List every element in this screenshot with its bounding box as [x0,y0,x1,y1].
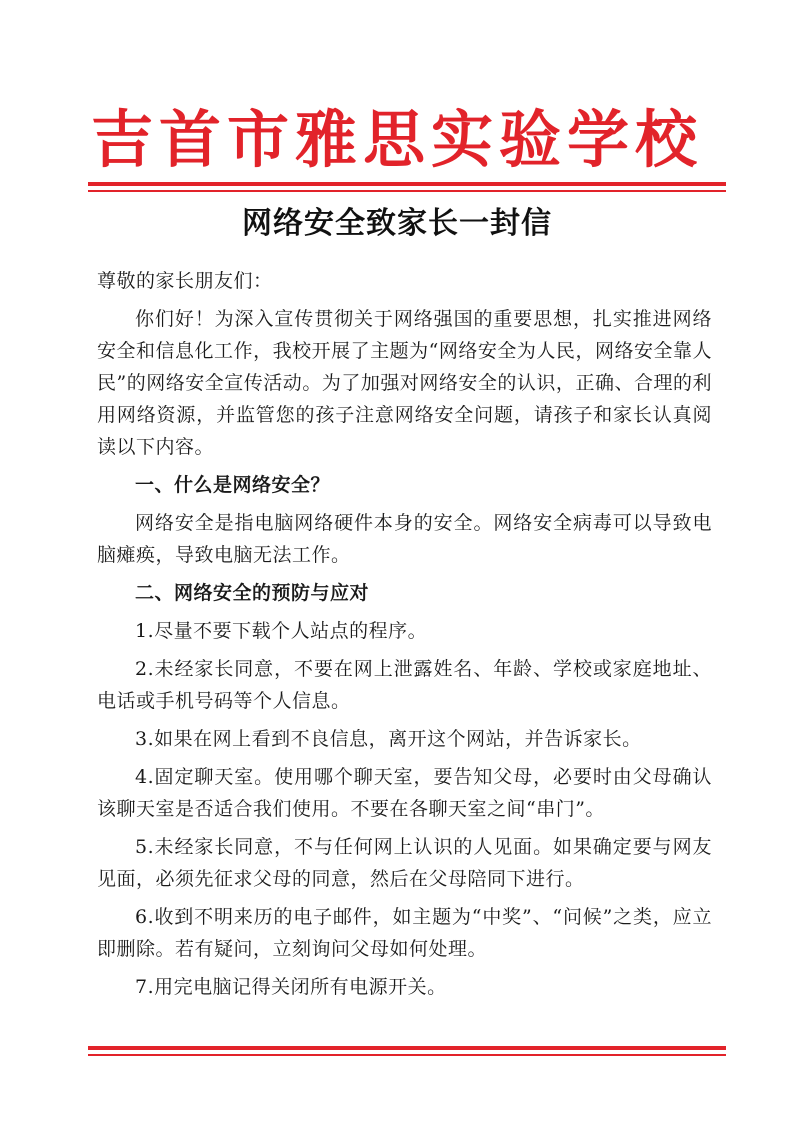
section-1-body: 网络安全是指电脑网络硬件本身的安全。网络安全病毒可以导致电脑瘫痪，导致电脑无法工作。 [97,512,712,566]
document-title: 网络安全致家长一封信 [242,206,552,241]
header-divider-thin [88,190,726,192]
list-item-6: 6.收到不明来历的电子邮件，如主题为“中奖”、“问候”之类，应立即删除。若有疑问，立刻询问父母如何处理。 [97,906,712,960]
letter-body [97,265,712,1009]
section-2-heading: 二、网络安全的预防与应对 [135,582,370,604]
list-item-4: 4.固定聊天室。使用哪个聊天室，要告知父母，必要时由父母确认该聊天室是否适合我们使用。不要在各聊天室之间“串门”。 [97,766,712,820]
list-item-1: 1.尽量不要下载个人站点的程序。 [135,620,428,642]
intro-paragraph: 你们好！为深入宣传贯彻关于网络强国的重要思想，扎实推进网络安全和信息化工作，我校开展了主题为“网络安全为人民，网络安全靠人民”的网络安全宣传活动。为了加强对网络安全的认识，正确、合理的利用网络资源，并监管您的孩子注意网络安全问题，请孩子和家长认真阅读以下内容。 [97,308,712,458]
footer-divider-thick [88,1046,726,1050]
header-divider-thick [88,182,726,186]
section-1-heading: 一、什么是网络安全？ [135,474,331,496]
school-name-header: 吉首市雅思实验学校 [90,103,703,176]
footer-divider-thin [88,1054,726,1056]
list-item-7: 7.用完电脑记得关闭所有电源开关。 [135,976,447,998]
greeting: 尊敬的家长朋友们： [97,270,273,292]
list-item-3: 3.如果在网上看到不良信息，离开这个网站，并告诉家长。 [135,728,642,750]
list-item-5: 5.未经家长同意，不与任何网上认识的人见面。如果确定要与网友见面，必须先征求父母的同意，然后在父母陪同下进行。 [97,836,712,890]
list-item-2: 2.未经家长同意，不要在网上泄露姓名、年龄、学校或家庭地址、电话或手机号码等个人信息。 [97,658,712,712]
